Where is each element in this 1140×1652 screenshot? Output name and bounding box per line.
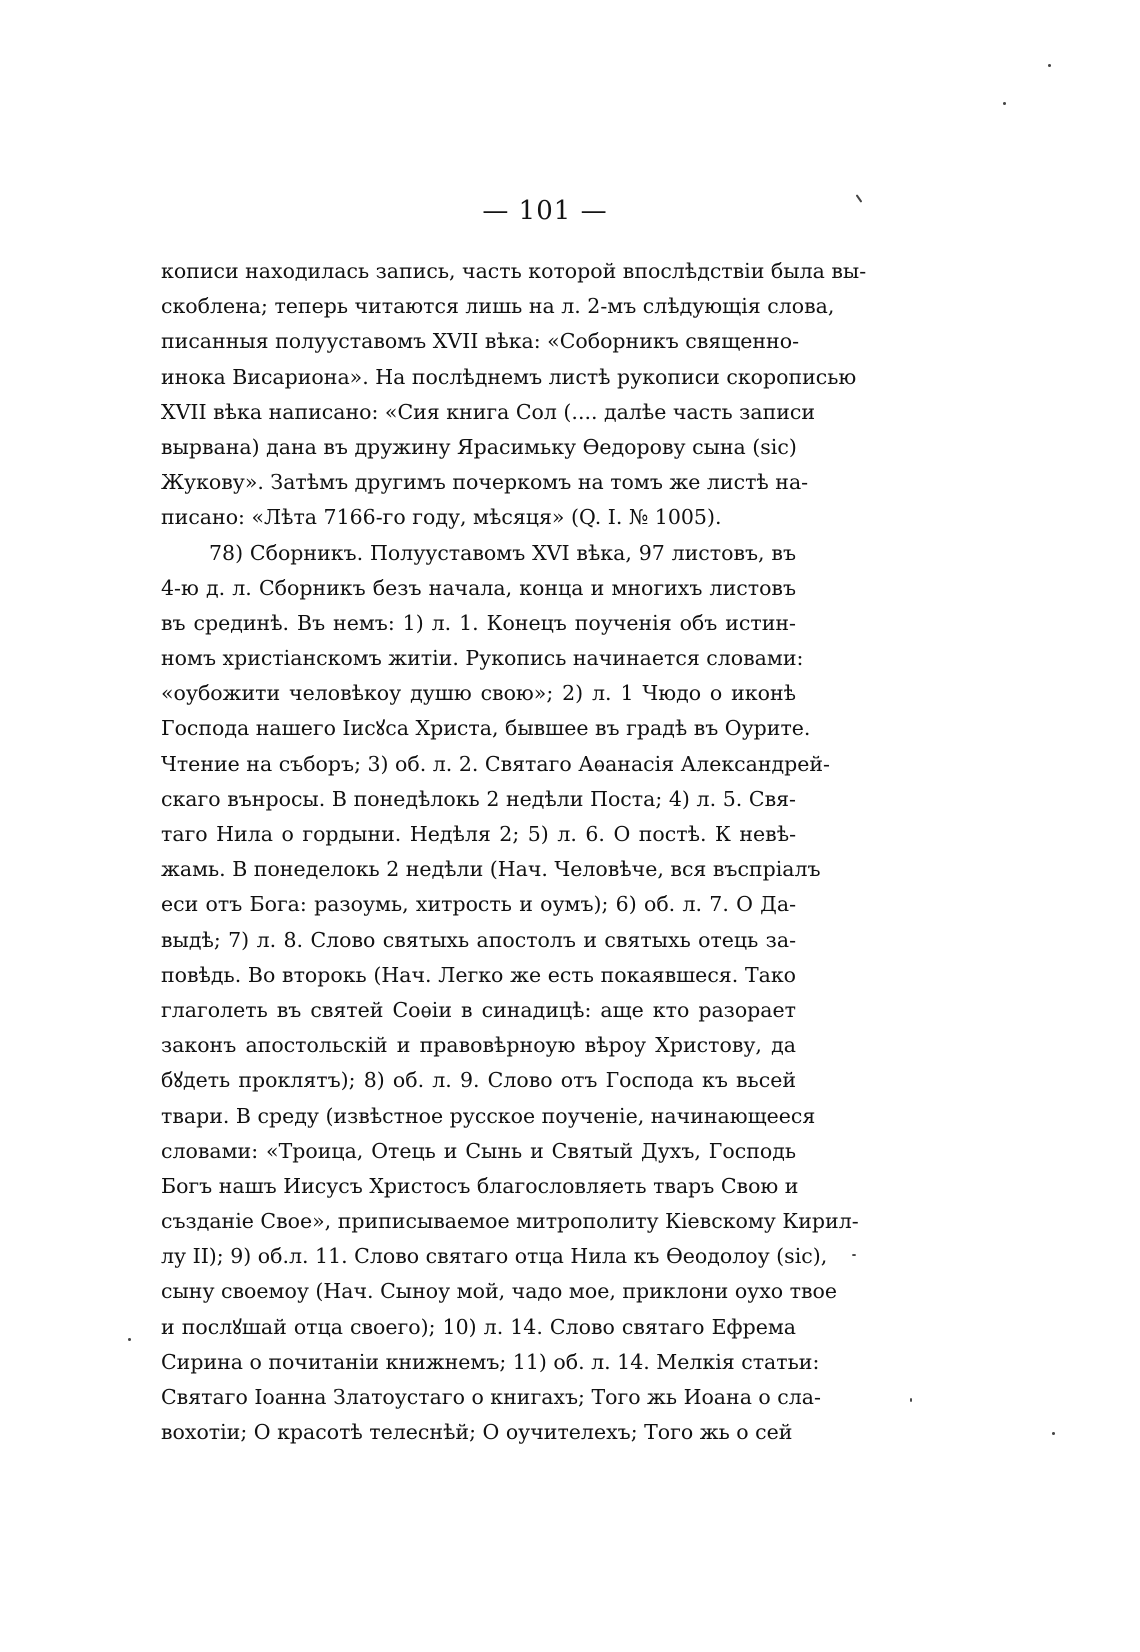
text-line: номъ христіанскомъ житіи. Рукопись начинается словами: [161,646,804,671]
scan-speck [1052,1432,1055,1435]
text-line: лу II); 9) об.л. 11. Слово святаго отца Нила къ Ѳеодолоу (sic), [161,1244,828,1269]
scan-speck [1003,102,1006,105]
text-line: бꙋдеть проклятъ); 8) об. л. 9. Слово отъ Господа къ вьсей [161,1068,796,1093]
scan-speck [852,1254,856,1256]
scan-speck [1048,64,1051,67]
text-line: Сирина о почитанiи книжнемъ; 11) об. л. 14. Мелкія статьи: [161,1349,820,1374]
text-line: твари. В среду (извѣстное русское поученіе, начинающееся [161,1103,816,1128]
text-line: глаголеть въ святей Соѳіи в синадицѣ: аще кто разорает [161,997,796,1022]
paragraph [161,536,859,1451]
text-line: сыну своемоу (Нач. Сыноу мой, чадо мое, приклони оухо твое [161,1279,838,1304]
text-line: вохотiи; О красотѣ телеснѣй; О оучителехъ; Того жь о сей [161,1420,793,1445]
scan-speck [128,1338,131,1341]
text-line: выдѣ; 7) л. 8. Слово святыхь апостолъ и святыхь отець за- [161,927,796,952]
text-line: писанныя полууставомъ XVII вѣка: «Соборникъ священно- [161,329,799,354]
text-line: скоблена; теперь читаются лишь на л. 2-мъ слѣдующія слова, [161,294,835,319]
text-line: Святаго Іоанна Златоустаго о книгахъ; Того жь Иоана о сла- [161,1385,821,1409]
text-line: Жукову». Затѣмъ другимъ почеркомъ на томъ же листѣ на- [161,470,809,495]
text-line: скаго вънросы. В понедѣлокь 2 недѣли Поста; 4) л. 5. Свя- [161,786,796,811]
text-line: повѣдь. Во второкь (Нач. Легко же есть покаявшеся. Тако [161,962,796,987]
text-line: въ срединѣ. Въ немъ: 1) л. 1. Конецъ поученія объ истин- [161,610,796,635]
paragraph [161,254,867,536]
text-line: Чтение на съборъ; 3) об. л. 2. Святаго Аѳанасія Александрей- [161,751,830,776]
text-line: кописи находилась запись, часть которой впослѣдствіи была вы- [161,259,867,283]
text-line: таго Нила о гордыни. Недѣля 2; 5) л. 6. О постѣ. К невѣ- [161,822,796,846]
text-line: 78) Сборникъ. Полууставомъ XVI вѣка, 97 листовъ, въ [209,540,796,565]
text-line: Господа нашего Іисꙋса Христа, бывшее въ градѣ въ Оурите. [161,716,811,741]
text-line: инока Висариона». На послѣднемъ листѣ рукописи скорописью [161,364,857,389]
text-line: жамь. В понеделокь 2 недѣли (Нач. Человѣче, вся въспріалъ [161,857,821,882]
text-line: вырвана) дана въ дружину Ярасимьку Ѳедорову сына (sic) [161,434,797,459]
page-number: — 101 — [482,196,608,226]
text-line: писано: «Лѣта 7166-го году, мѣсяця» (Q. I. № 1005). [161,505,722,530]
text-line: и послꙋшай отца своего); 10) л. 14. Слово святаго Ефрема [161,1314,796,1339]
text-line: «оубожити человѣкоу душю свою»; 2) л. 1 Чюдо о иконѣ [161,681,796,706]
text-line: 4-ю д. л. Сборникъ безъ начала, конца и многихъ листовъ [161,575,796,600]
text-line: еси отъ Бога: разоумь, хитрость и оумъ); 6) об. л. 7. О Да- [161,892,796,917]
text-line: XVII вѣка написано: «Сия книга Сол (.... далѣе часть записи [161,399,816,424]
scan-speck [910,1398,912,1402]
text-line: Богъ нашъ Иисусъ Христосъ благословляеть тваръ Свою и [161,1173,799,1198]
text-line: законъ апостольскій и правовѣрноую вѣроу Христову, да [161,1033,796,1058]
text-line: словами: «Троица, Отець и Сынь и Святый Духъ, Господь [161,1138,796,1163]
body-text [161,254,867,1450]
text-line: създаніе Свое», приписываемое митрополиту Кіевскому Кирил- [161,1209,859,1234]
